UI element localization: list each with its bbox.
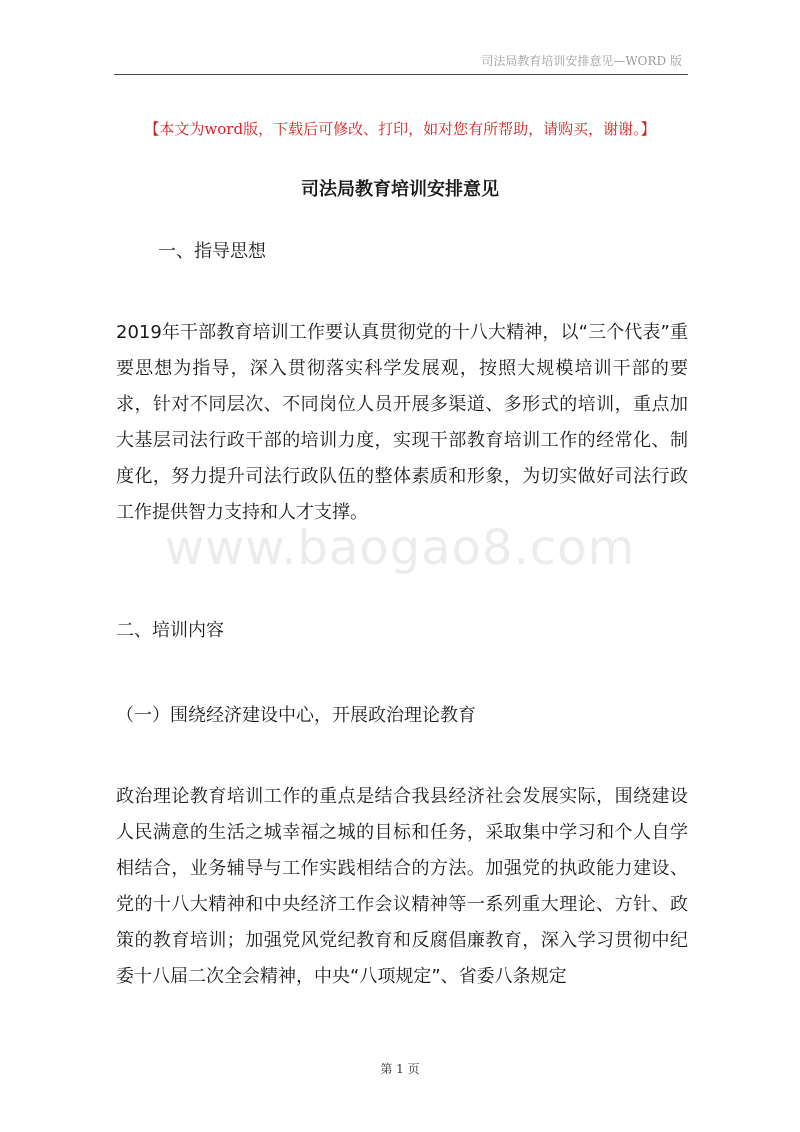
subsection-heading-political-education: （一）围绕经济建设中心，开展政治理论教育	[116, 705, 476, 726]
watermark: www.baogao8.com	[164, 520, 636, 576]
section-heading-guiding-thought: 一、指导思想	[158, 241, 266, 262]
page-number: 第 1 页	[380, 1062, 420, 1076]
section-heading-training-content: 二、培训内容	[116, 620, 224, 641]
header-divider	[114, 74, 688, 75]
paragraph-guiding-thought: 2019年干部教育培训工作要认真贯彻党的十八大精神，以“三个代表”重要思想为指导，深入贯彻落实科学发展观，按照大规模培训干部的要求，针对不同层次、不同岗位人员开展多渠道、多形式的培训，重点加大基层司法行政干部的培训力度，实现干部教育培训工作的经常化、制度化，努力提升司法行政队伍的整体素质和形象，为切实做好司法行政工作提供智力支持和人才支撑。	[116, 322, 688, 523]
running-header: 司法局教育培训安排意见—WORD 版	[481, 54, 682, 68]
download-notice: 【本文为word版，下载后可修改、打印，如对您有所帮助，请购买，谢谢。】	[144, 120, 656, 138]
paragraph-political-education: 政治理论教育培训工作的重点是结合我县经济社会发展实际，围绕建设人民满意的生活之城幸福之城的目标和任务，采取集中学习和个人自学相结合，业务辅导与工作实践相结合的方法。加强党的执政能力建设、党的十八大精神和中央经济工作会议精神等一系列重大理论、方针、政策的教育培训；加强党风党纪教育和反腐倡廉教育，深入学习贯彻中纪委十八届二次全会精神，中央“八项规定”、省委八条规定	[116, 786, 688, 987]
document-title: 司法局教育培训安排意见	[301, 179, 499, 200]
